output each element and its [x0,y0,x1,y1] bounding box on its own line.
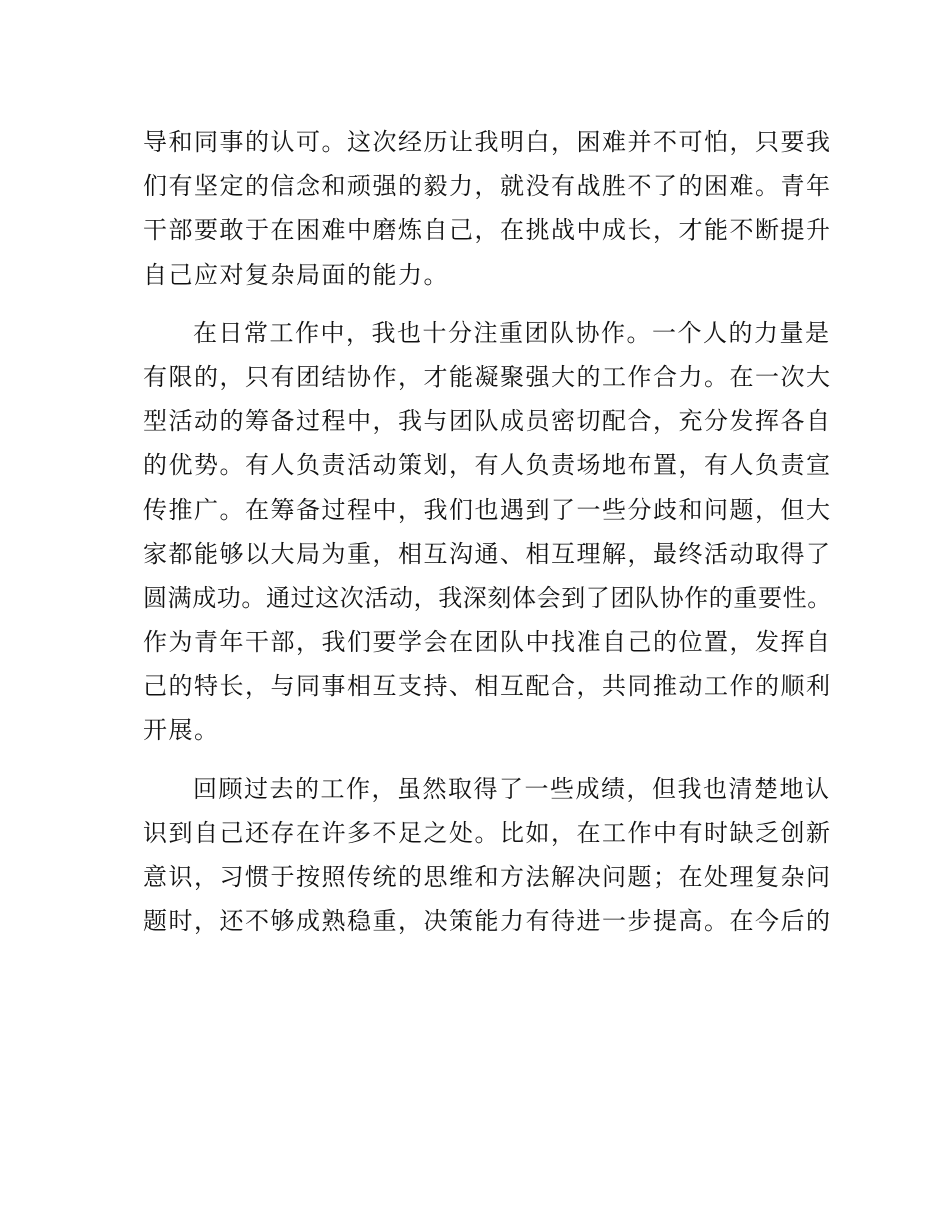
text-line: 作为青年干部，我们要学会在团队中找准自己的位置，发挥自 [143,628,832,657]
text-line: 圆满成功。通过这次活动，我深刻体会到了团队协作的重要性。 [143,583,832,612]
text-line: 回顾过去的工作，虽然取得了一些成绩，但我也清楚地认 [193,774,831,803]
text-line: 型活动的筹备过程中，我与团队成员密切配合，充分发挥各自 [143,407,832,436]
text-line: 在日常工作中，我也十分注重团队协作。一个人的力量是 [193,318,831,347]
paragraph-1 [143,120,832,297]
paragraph-3 [143,767,832,944]
text-line: 干部要敢于在困难中磨炼自己，在挑战中成长，才能不断提升 [143,216,832,245]
text-line: 家都能够以大局为重，相互沟通、相互理解，最终活动取得了 [143,539,832,568]
text-line: 开展。 [143,716,220,745]
paragraph-2 [143,311,832,753]
text-line: 有限的，只有团结协作，才能凝聚强大的工作合力。在一次大 [143,362,832,391]
text-line: 识到自己还存在许多不足之处。比如，在工作中有时缺乏创新 [143,818,832,847]
document-body [143,120,832,943]
text-line: 题时，还不够成熟稳重，决策能力有待进一步提高。在今后的 [143,907,832,936]
text-line: 传推广。在筹备过程中，我们也遇到了一些分歧和问题，但大 [143,495,832,524]
text-line: 自己应对复杂局面的能力。 [143,260,449,289]
text-line: 己的特长，与同事相互支持、相互配合，共同推动工作的顺利 [143,672,832,701]
text-line: 意识，习惯于按照传统的思维和方法解决问题；在处理复杂问 [143,863,832,891]
text-line: 们有坚定的信念和顽强的毅力，就没有战胜不了的困难。青年 [143,172,832,201]
text-line: 的优势。有人负责活动策划，有人负责场地布置，有人负责宣 [143,451,832,480]
text-line: 导和同事的认可。这次经历让我明白，困难并不可怕，只要我 [143,128,832,156]
